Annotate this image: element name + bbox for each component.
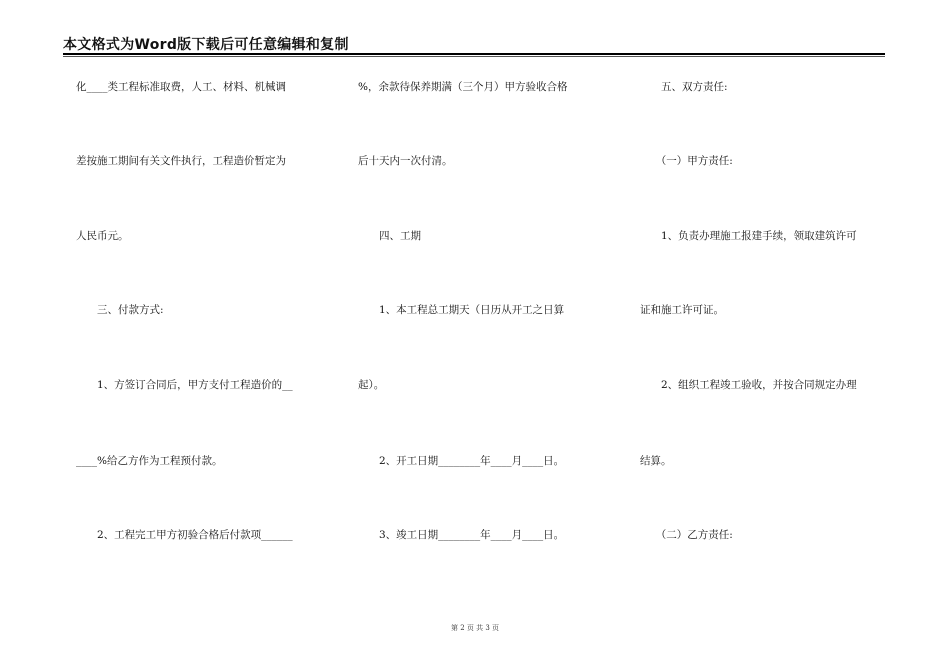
- header-rule: [63, 53, 885, 55]
- text-line: ____%给乙方作为工程预付款。: [76, 455, 223, 467]
- section-heading: 五、双方责任:: [640, 81, 728, 93]
- text-line: 1、负责办理施工报建手续，领取建筑许可: [640, 230, 857, 242]
- text-line: 起）。: [358, 379, 385, 391]
- text-line: 2、组织工程竣工验收，并按合同规定办理: [640, 379, 857, 391]
- text-line: 人民币元。: [76, 230, 129, 242]
- text-line: 化____类工程标准取费，人工、材料、机械调: [76, 81, 286, 93]
- text-line: 2、工程完工甲方初验合格后付款项______: [76, 529, 293, 541]
- text-line: 差按施工期间有关文件执行，工程造价暂定为: [76, 155, 286, 167]
- document-header-title: 本文格式为Word版下载后可任意编辑和复制: [63, 37, 349, 53]
- page-number-footer: 第 2 页 共 3 页: [450, 624, 500, 632]
- text-line: 1、方签订合同后，甲方支付工程造价的__: [76, 379, 293, 391]
- text-line: %，余款待保养期满（三个月）甲方验收合格: [358, 81, 568, 93]
- section-heading: 三、付款方式:: [76, 304, 164, 316]
- section-heading: 四、工期: [358, 230, 421, 242]
- text-line: 2、开工日期________年____月____日。: [358, 455, 565, 467]
- text-line: 证和施工许可证。: [640, 304, 724, 316]
- text-line: 3、竣工日期________年____月____日。: [358, 529, 565, 541]
- subsection-heading: （二）乙方责任:: [640, 529, 733, 541]
- text-line: 1、本工程总工期天（日历从开工之日算: [358, 304, 565, 316]
- text-line: 结算。: [640, 455, 672, 467]
- text-line: 后十天内一次付清。: [358, 155, 453, 167]
- header-rule-thin: [63, 56, 885, 57]
- subsection-heading: （一）甲方责任:: [640, 155, 733, 167]
